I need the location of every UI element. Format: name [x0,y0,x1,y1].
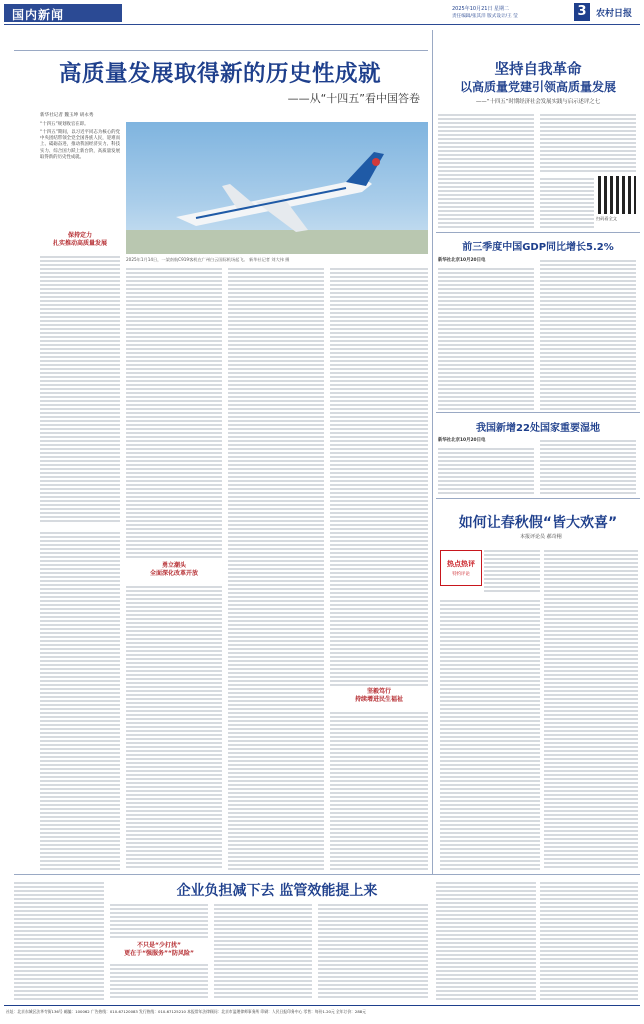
wetland-headline: 我国新增22处国家重要湿地 [476,423,600,434]
gdp-headline: 前三季度中国GDP同比增长5.2% [462,242,614,253]
bottom-text-col-5 [436,880,536,1000]
lead-column-2-text [126,266,222,558]
right-story-text-3 [540,176,594,228]
lead-column-2-text-lower [126,584,222,870]
autumn-text-col-1 [484,548,540,594]
right-headline-2: 以高质量党建引领高质量发展 [459,80,616,94]
page-number: 3 [574,3,590,21]
lead-column-1-text [40,254,120,522]
gdp-text-col-1 [438,266,534,410]
right-story-text-2 [540,112,636,174]
lead-photo-caption: 2025年1月14日，一架南航C919客机在广州白云国际机场起飞。 新华社记者 刘大伟 摄 [126,257,290,262]
wetland-text-col-1 [438,446,534,494]
hot-topic-badge [440,550,482,586]
lead-subhead: ——从“十四五”看中国答卷 [287,92,420,105]
autumn-headline: 如何让春秋假“皆大欢喜” [458,515,618,531]
lead-para-1: “十四五”规划收官在即。 [40,122,89,127]
lead-column-4-text-lower [330,710,428,870]
badge-title: 热点热评 [447,560,475,568]
lead-byline: 新华社记者 魏玉坤 胡永秀 [40,113,94,118]
lead-section-1-heading: 保持定力 扎实推动高质量发展 [52,232,107,247]
footer-text: 社址：北京东城区法华寺街136号 邮编：100062 广告热线：010-67120083 发行热线：010-67125210 本报常年法律顾问：北京市盈理律师事务所 印刷：人民日报印务中心 零售：每份1.20元 全年订价：288元 [6,1009,366,1014]
bottom-text-col-2b [110,962,208,1000]
bottom-text-col-4 [318,902,428,1000]
wetland-text-col-2 [540,438,636,494]
bottom-text-col-2a [110,902,208,938]
bottom-subhead: 不只是“少打扰” 更在于“强服务”“防风险” [124,942,194,957]
qr-code[interactable] [598,176,636,214]
gdp-text-col-2 [540,258,636,410]
lead-column-1-text-lower [40,530,120,870]
autumn-text-col-2 [544,548,638,870]
lead-photo [126,122,428,254]
lead-section-2-heading: 勇立潮头 全面深化改革开放 [149,562,198,577]
autumn-byline: 本报评论员 郝奇栩 [520,534,562,540]
masthead-rule [4,24,640,25]
airplane-illustration [126,122,428,254]
footer-rule [4,1005,640,1006]
column-divider [432,30,433,874]
right-subhead: ——“十四五”时期经济社会发展实践与启示述评之七 [475,99,601,105]
bottom-text-col-6 [540,880,638,1000]
masthead [0,0,644,28]
qr-caption: 扫码看全文 [596,216,617,221]
date-line: 2025年10月21日 星期二 [452,6,510,12]
right-headline-1: 坚持自我革命 [494,62,582,78]
lead-section-3-heading: 坚毅笃行 持续增进民生福祉 [354,688,403,703]
autumn-text-col-1b [440,598,540,870]
badge-sub: 特约评论 [452,572,470,577]
section-title: 国内新闻 [12,8,65,22]
lead-para-2: “十四五”期间，以习近平同志为核心的党中央团结带领全党全国各族人民，迎难而上、砥砺奋进，推动我国经济实力、科技实力、综合国力跃上新台阶，高质量发展取得新的历史性成就。 [40,130,120,160]
gdp-dateline: 新华社北京10月20日电 [438,258,486,263]
wetland-dateline: 新华社北京10月20日电 [438,438,486,443]
lead-headline: 高质量发展取得新的历史性成就 [58,61,381,87]
right-story-text [438,112,534,228]
paper-name-logo: 农村日报 [596,9,633,19]
bottom-text-col-3 [214,902,312,1000]
lead-column-3-text [228,266,324,870]
lead-column-4-text [330,266,428,686]
editor-line: 责任编辑/张其洋 版式设计/王 莹 [452,14,518,19]
bottom-text-col-1 [14,880,104,1000]
bottom-headline: 企业负担减下去 监管效能提上来 [176,883,378,899]
